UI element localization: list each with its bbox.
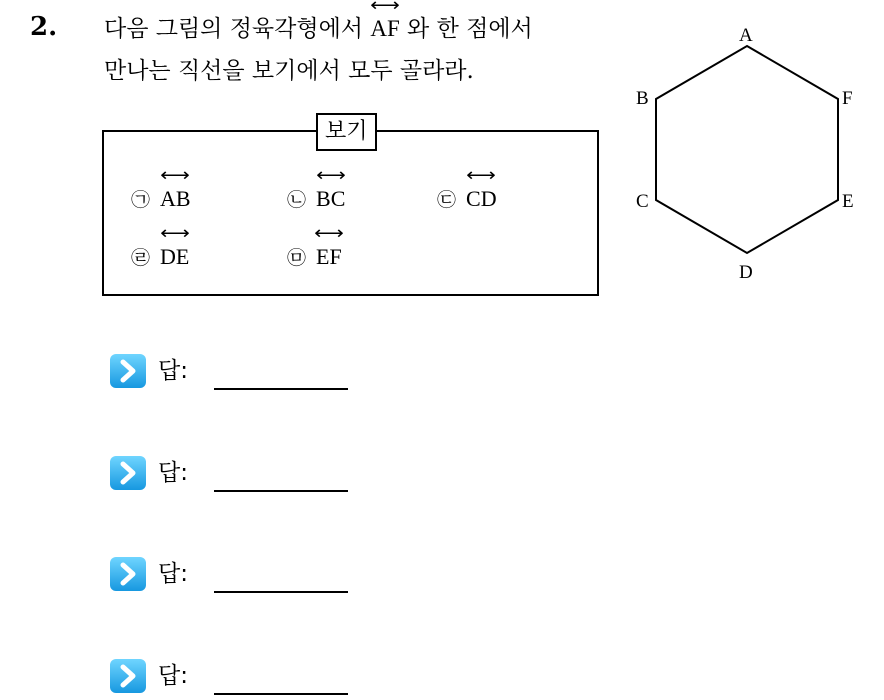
answer-blank[interactable] [214,693,348,695]
choice-2 [287,184,345,212]
choice-marker: ㉢ [437,189,457,211]
choice-marker: ㉡ [287,189,307,211]
vertex-label-d: D [739,262,753,283]
answer-blank[interactable] [214,490,348,492]
question-text-line-2: 만나는 직선을 보기에서 모두 골라라. [104,58,474,84]
choice-marker: ㉤ [287,247,307,269]
question-text-after: 와 한 점에서 [399,16,533,42]
chevron-right-icon [110,456,146,490]
answer-label: 답: [158,561,188,587]
choice-4 [131,242,189,270]
choice-line: ⟷ BC [316,184,345,212]
vertex-label-b: B [636,88,649,109]
answer-label: 답: [158,663,188,689]
vertex-label-e: E [842,191,854,212]
choices-box [102,130,599,296]
answer-blank[interactable] [214,388,348,390]
hexagon-figure [620,20,870,290]
vertex-label-a: A [739,25,753,46]
question-number: 2. [30,12,58,42]
line-af-notation: ⟷ AF [370,14,399,42]
choice-line: ⟷ DE [160,242,189,270]
choices-box-title: 보기 [316,113,377,151]
choice-marker: ㉠ [131,189,151,211]
choice-5 [287,242,342,270]
choice-3 [437,184,497,212]
answer-label: 답: [158,358,188,384]
vertex-label-c: C [636,191,649,212]
vertex-label-f: F [842,88,853,109]
question-text-before: 다음 그림의 정육각형에서 [104,16,371,42]
question-text-line-1 [104,10,533,43]
choice-line: ⟷ EF [316,242,342,270]
answer-blank[interactable] [214,591,348,593]
choice-line: ⟷ CD [466,184,497,212]
answer-label: 답: [158,460,188,486]
choice-1 [131,184,191,212]
choice-line: ⟷ AB [160,184,191,212]
chevron-right-icon [110,659,146,693]
choice-marker: ㉣ [131,247,151,269]
chevron-right-icon [110,354,146,388]
hexagon-outline [656,46,838,253]
chevron-right-icon [110,557,146,591]
